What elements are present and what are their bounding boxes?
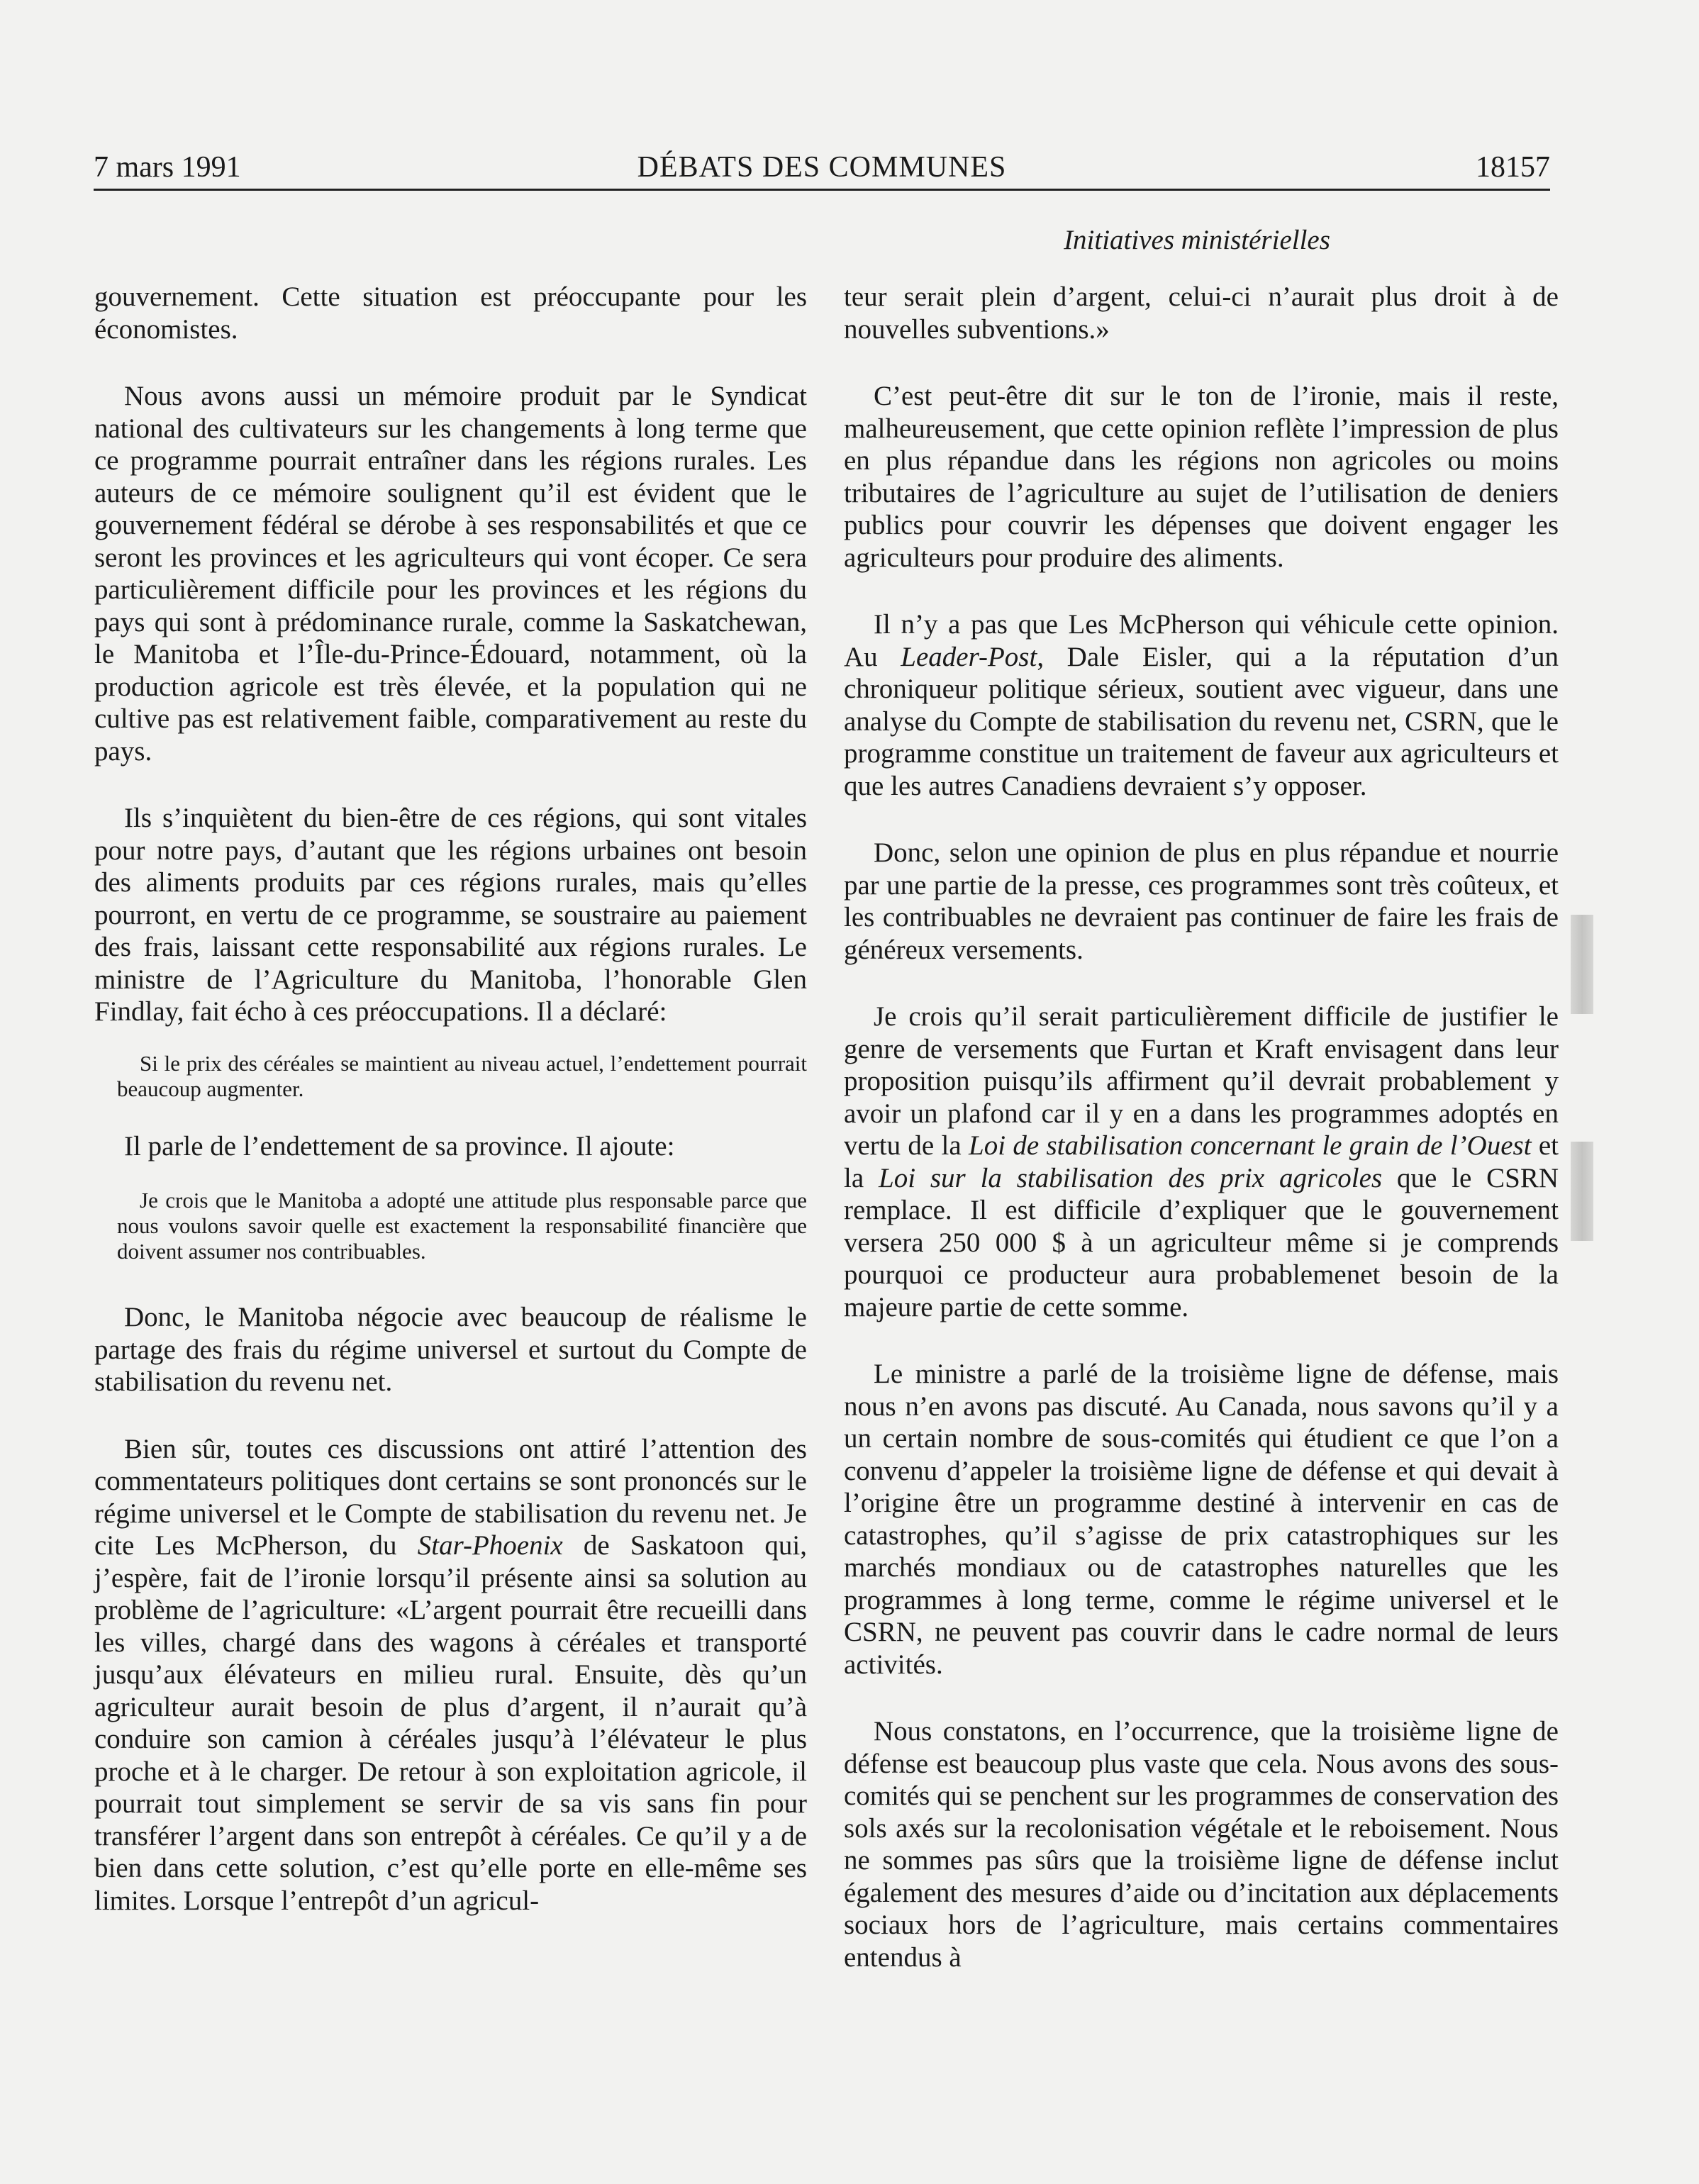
page-header	[94, 147, 1550, 191]
block-quote: Je crois que le Manitoba a adopté une attitude plus responsable parce que nous voulons savoir quelle est exactement la responsabilité financière que doivent assumer nos contribuables.	[117, 1188, 807, 1264]
paragraph-text: que le CSRN remplace. Il est difficile d’expliquer que le gouvernement versera 250 000 $ à un agriculteur même si je comprends pourquoi ce producteur aura probablemenet besoin de la majeure partie de cette somme.	[844, 1162, 1559, 1322]
scan-artifact	[1571, 915, 1593, 1014]
paragraph: Nous constatons, en l’occurrence, que la troisième ligne de défense est beaucoup plus vaste que cela. Nous avons des sous-comités qui se penchent sur les programmes de conservation des sols axés sur la recolonisation végétale et le reboisement. Nous ne sommes pas sûrs que la troisième ligne de défense inclut également des mesures d’aide ou d’incitation aux déplacements sociaux hors de l’agriculture, mais certains commentaires entendus à	[844, 1716, 1559, 1973]
paragraph: Ils s’inquiètent du bien-être de ces régions, qui sont vitales pour notre pays, d’autant que les régions urbaines ont besoin des aliments produits par ces régions rurales, mais qu’elles pourront, en vertu de ce programme, se soustraire au paiement des frais, laissant cette responsabilité aux régions rurales. Le ministre de l’Agriculture du Manitoba, l’honorable Glen Findlay, fait écho à ces préoccupations. Il a déclaré:	[94, 803, 807, 1027]
paragraph-text: Je crois qu’il serait particulièrement difficile de justifier le genre de versements que Furtan et Kraft envisagent dans leur proposition puisqu’ils affirment qu’il devrait probablement y avoir un plafond car il y en a dans les programmes adoptés en vertu de la	[844, 1001, 1559, 1161]
law-title: Loi de stabilisation concernant le grain de l’Ouest	[969, 1130, 1532, 1161]
paragraph: gouvernement. Cette situation est préoccupante pour les économistes.	[94, 282, 807, 345]
paragraph: teur serait plein d’argent, celui-ci n’aurait plus droit à de nouvelles subventions.»	[844, 282, 1559, 345]
paragraph-text: et la	[844, 1130, 1559, 1193]
paragraph: Il parle de l’endettement de sa province. Il ajoute:	[124, 1130, 675, 1161]
paragraph	[844, 1001, 1559, 1323]
paragraph-text: , Dale Eisler, qui a la réputation d’un chroniqueur politique sérieux, soutient avec vigueur, dans une analyse du Compte de stabilisation du revenu net, CSRN, que le programme constitue un traitement de faveur aux agriculteurs et que les autres Canadiens devraient s’y opposer.	[844, 641, 1559, 801]
paragraph: Le ministre a parlé de la troisième ligne de défense, mais nous n’en avons pas discuté. Au Canada, nous savons qu’il y a un certain nombre de sous-comités qui étudient ce que l’on a convenu d’appeler la troisième ligne de défense et qui devait à l’origine être un programme destiné à intervenir en cas de catastrophes, qu’il s’agisse de prix catastrophiques sur les marchés mondiaux ou de catastrophes naturelles que les programmes à long terme, comme le régime universel et le CSRN, ne peuvent pas couvrir dans le cadre normal de leurs activités.	[844, 1359, 1559, 1680]
block-quote: Si le prix des céréales se maintient au niveau actuel, l’endettement pourrait beaucoup augmenter.	[117, 1050, 807, 1101]
newspaper-title: Leader-Post	[901, 641, 1037, 672]
paragraph	[844, 608, 1559, 802]
paragraph: Donc, le Manitoba négocie avec beaucoup de réalisme le partage des frais du régime universel et surtout du Compte de stabilisation du revenu net.	[94, 1302, 807, 1397]
paragraph: Nous avons aussi un mémoire produit par le Syndicat national des cultivateurs sur les changements à long terme que ce programme pourrait entraîner dans les régions rurales. Les auteurs de ce mémoire soulignent qu’il est évident que le gouvernement fédéral se dérobe à ses responsabilités et que ce seront les provinces et les agriculteurs qui vont écoper. Ce sera particulièrement difficile pour les provinces et les régions du pays qui sont à prédominance rurale, comme la Saskatchewan, le Manitoba et l’Île-du-Prince-Édouard, notamment, où la production agricole est très élevée, et la population qui ne cultive pas est relativement faible, comparativement au reste du pays.	[94, 381, 807, 767]
right-column	[844, 281, 1559, 2008]
law-title: Loi sur la stabilisation des prix agricoles	[879, 1162, 1383, 1193]
paragraph-text: de Saskatoon qui, j’espère, fait de l’ironie lorsqu’il présente ainsi sa solution au problème de l’agriculture: «L’argent pourrait être recueilli dans les villes, chargé dans des wagons à céréales et transporté jusqu’aux élévateurs en milieu rural. Ensuite, dès qu’un agriculteur aurait besoin de plus d’argent, il n’aurait qu’à conduire son camion à céréales jusqu’à l’élévateur le plus proche et à le charger. De retour à son exploitation agricole, il pourrait tout simplement se servir de sa vis sans fin pour transférer l’argent dans son entrepôt à céréales. Ce qu’il y a de bien dans cette solution, c’est qu’elle porte en elle-même ses limites. Lorsque l’entrepôt d’un agricul-	[94, 1530, 807, 1916]
section-title: Initiatives ministérielles	[1064, 225, 1330, 255]
paragraph	[94, 1433, 807, 1917]
paragraph: C’est peut-être dit sur le ton de l’ironie, mais il reste, malheureusement, que cette opinion reflète l’impression de plus en plus répandue dans les régions non agricoles ou moins tributaires de l’agriculture au sujet de l’utilisation de deniers publics pour couvrir les dépenses que doivent engager les agriculteurs pour produire des aliments.	[844, 381, 1559, 573]
scan-artifact	[1571, 1142, 1593, 1241]
paragraph: Donc, selon une opinion de plus en plus répandue et nourrie par une partie de la presse, ces programmes sont très coûteux, et les contribuables ne devraient pas continuer de faire les frais de généreux versements.	[844, 837, 1559, 965]
newspaper-title: Star-Phoenix	[417, 1530, 563, 1561]
paragraph-text: Bien sûr, toutes ces discussions ont attiré l’attention des commentateurs politiques dont certains se sont prononcés sur le régime universel et le Compte de stabilisation du revenu net. Je cite Les McPherson, du	[94, 1433, 807, 1561]
page-number: 18157	[1476, 151, 1550, 184]
left-column	[94, 281, 807, 1951]
paragraph-text: Il n’y a pas que Les McPherson qui véhicule cette opinion. Au	[844, 609, 1559, 672]
header-title: DÉBATS DES COMMUNES	[637, 151, 1007, 184]
header-date: 7 mars 1991	[94, 151, 241, 184]
